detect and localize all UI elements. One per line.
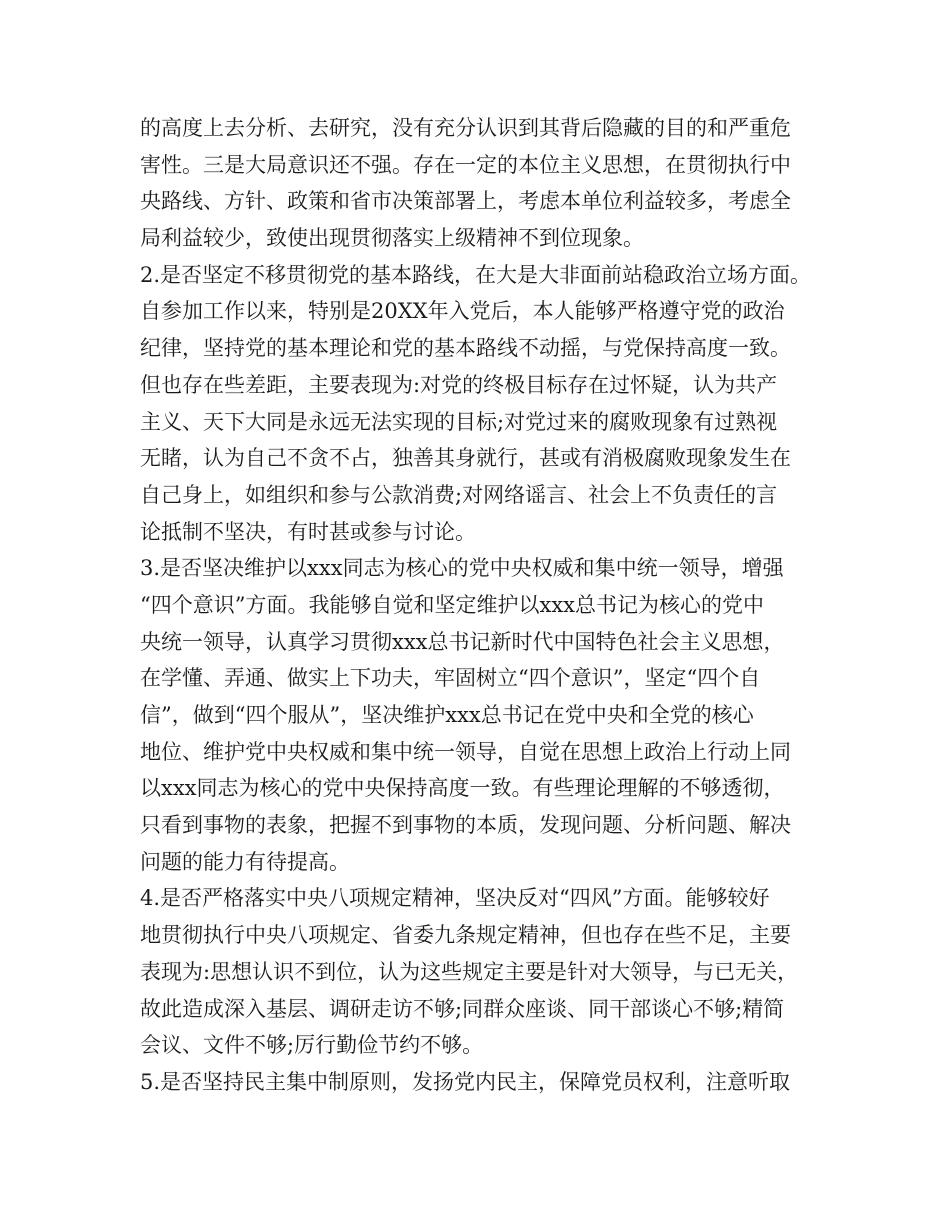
text-line: 故此造成深入基层、调研走访不够;同群众座谈、同干部谈心不够;精简 [140,996,785,1021]
text-line: 以xxx同志为核心的党中央保持高度一致。有些理论理解的不够透彻， [140,776,785,801]
text-line: 表现为:思想认识不到位，认为这些规定主要是针对大领导，与已无关， [140,959,799,984]
text-line: 地贯彻执行中央八项规定、省委九条规定精神，但也存在些不足，主要 [140,923,791,948]
text-line: 无睹，认为自己不贪不占，独善其身就行，甚或有消极腐败现象发生在 [140,446,791,471]
text-line: 纪律，坚持党的基本理论和党的基本路线不动摇，与党保持高度一致。 [140,336,791,361]
text-line: 但也存在些差距，主要表现为:对党的终极目标存在过怀疑，认为共产 [140,372,778,397]
text-line: 地位、维护党中央权威和集中统一领导，自觉在思想上政治上行动上同 [140,739,791,764]
text-line: 局利益较少，致使出现贯彻落实上级精神不到位现象。 [140,226,644,251]
section-4-heading-line: 4.是否严格落实中央八项规定精神，坚决反对“四风”方面。能够较好 [140,886,770,911]
document-body [140,110,830,1101]
text-line: 信”，做到“四个服从”，坚决维护xxx总书记在党中央和全党的核心 [140,703,754,727]
text-line: 央路线、方针、政策和省市决策部署上，考虑本单位利益较多，考虑全 [140,189,791,214]
text-line: 自参加工作以来，特别是20XX年入党后，本人能够严格遵守党的政治 [140,299,785,324]
text-line: 问题的能力有待提高。 [140,849,350,874]
text-line: 央统一领导，认真学习贯彻xxx总书记新时代中国特色社会主义思想， [140,629,785,654]
section-2-heading-line: 2.是否坚定不移贯彻党的基本路线，在大是大非面前站稳政治立场方面。 [140,262,812,287]
text-line: 在学懂、弄通、做实上下功夫，牢固树立“四个意识”，坚定“四个自 [140,666,761,691]
text-line: 会议、文件不够;厉行勤俭节约不够。 [140,1033,484,1058]
section-3-heading-line: 3.是否坚决维护以xxx同志为核心的党中央权威和集中统一领导，增强 [140,556,784,581]
text-line: 只看到事物的表象，把握不到事物的本质，发现问题、分析问题、解决 [140,813,791,838]
text-line: 论抵制不坚决，有时甚或参与讨论。 [140,519,476,544]
text-line: 自己身上，如组织和参与公款消费;对网络谣言、社会上不负责任的言 [140,482,778,507]
text-line: 主义、天下大同是永远无法实现的目标;对党过来的腐败现象有过熟视 [140,409,778,434]
text-line: “四个意识”方面。我能够自觉和坚定维护以xxx总书记为核心的党中 [140,592,764,617]
text-line: 的高度上去分析、去研究，没有充分认识到其背后隐藏的目的和严重危 [140,116,791,140]
section-5-heading-line: 5.是否坚持民主集中制原则，发扬党内民主，保障党员权利，注意听取 [140,1069,791,1094]
text-line: 害性。三是大局意识还不强。存在一定的本位主义思想，在贯彻执行中 [140,152,791,177]
